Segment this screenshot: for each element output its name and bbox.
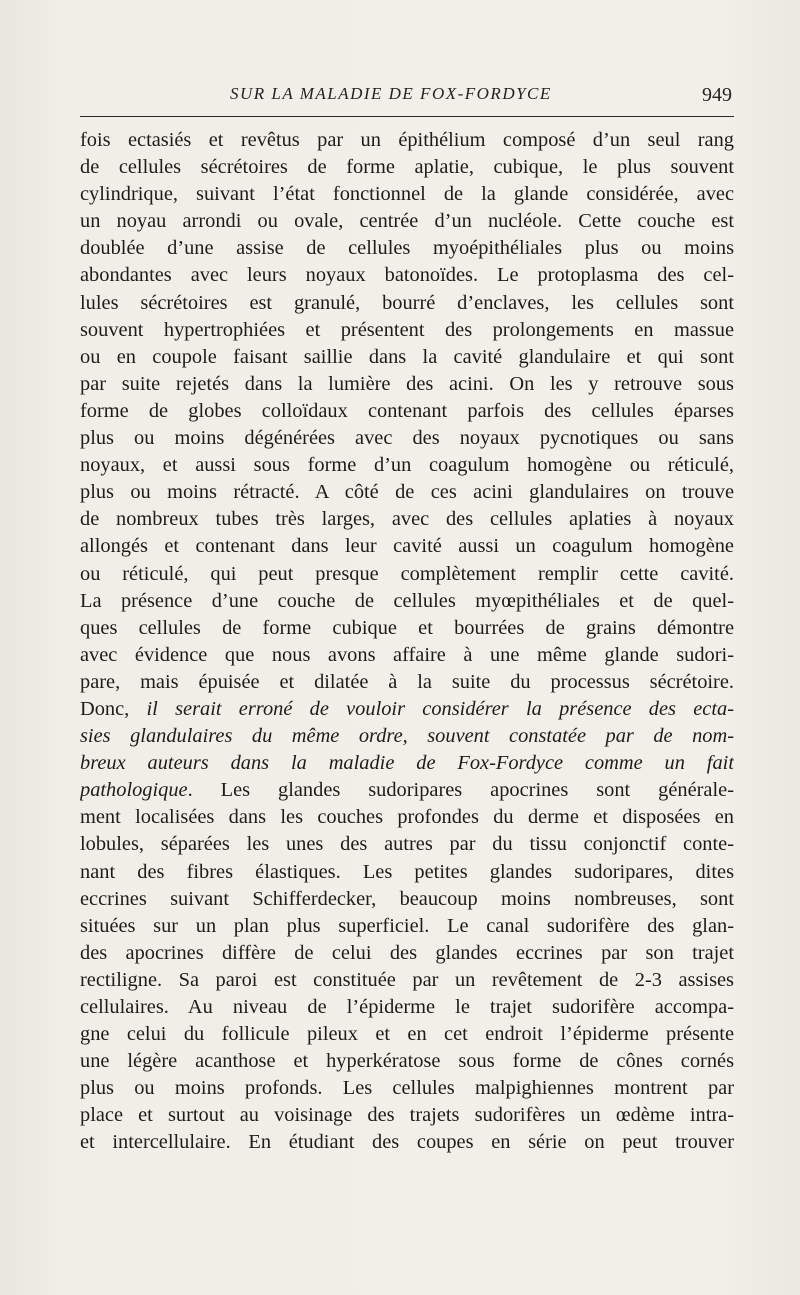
text-line — [80, 804, 734, 831]
text-line-content: des apocrines diffère de celui des glandes eccrines par son trajet — [80, 941, 734, 964]
text-line — [80, 154, 734, 181]
text-line-content: cylindrique, suivant l’état fonctionnel de la glande considérée, avec — [80, 183, 734, 206]
text-line-content: fois ectasiés et revêtus par un épithélium composé d’un seul rang — [80, 129, 734, 151]
text-line — [80, 859, 734, 886]
text-line — [80, 1021, 734, 1048]
text-line-content: et intercellulaire. En étudiant des coupes en série on peut trouver — [80, 1131, 734, 1154]
text-line-content: souvent hypertrophiées et présentent des prolongements en massue — [80, 318, 734, 341]
text-line-content: gne celui du follicule pileux et en cet endroit l’épiderme présente — [80, 1023, 734, 1046]
text-line — [80, 398, 734, 425]
text-line-content: avec évidence que nous avons affaire à une même glande sudori- — [80, 643, 734, 666]
text-line-content: rectiligne. Sa paroi est constituée par un revêtement de 2-3 assises — [80, 968, 734, 991]
text-line — [80, 235, 734, 262]
text-line-content: La présence d’une couche de cellules myœpithéliales et de quel- — [80, 589, 734, 612]
text-line-content: cellulaires. Au niveau de l’épiderme le trajet sudorifère accompa- — [80, 996, 734, 1018]
text-line — [80, 1048, 734, 1075]
text-line-content: ques cellules de forme cubique et bourrées de grains démontre — [80, 616, 734, 639]
text-line — [80, 723, 734, 750]
text-line — [80, 831, 734, 858]
text-line — [80, 750, 734, 777]
text-line-content: lobules, séparées les unes des autres par du tissu conjonctif conte- — [80, 833, 734, 856]
text-line — [80, 1129, 734, 1156]
text-line-content: pare, mais épuisée et dilatée à la suite du processus sécrétoire. — [80, 670, 734, 693]
text-line — [80, 1075, 734, 1102]
page-number: 949 — [702, 84, 732, 106]
text-line — [80, 588, 734, 615]
text-line-content: ou en coupole faisant saillie dans la cavité glandulaire et qui sont — [80, 345, 734, 368]
running-head — [80, 84, 734, 110]
text-line — [80, 344, 734, 371]
text-line-content: doublée d’une assise de cellules myoépithéliales plus ou moins — [80, 237, 734, 260]
text-line — [80, 561, 734, 588]
text-line-content: une légère acanthose et hyperkératose sous forme de cônes cornés — [80, 1050, 734, 1073]
text-line-content: nant des fibres élastiques. Les petites glandes sudoripares, dites — [80, 860, 734, 883]
header-rule — [80, 116, 734, 117]
text-line-content: ou réticulé, qui peut presque complètement remplir cette cavité. — [80, 562, 734, 585]
text-line-content: ment localisées dans les couches profondes du derme et disposées en — [80, 806, 734, 829]
text-line-content: situées sur un plan plus superficiel. Le canal sudorifère des glan- — [80, 914, 734, 937]
text-line — [80, 696, 734, 723]
text-line-content: eccrines suivant Schifferdecker, beaucoup moins nombreuses, sont — [80, 887, 734, 910]
text-line — [80, 452, 734, 479]
text-line — [80, 615, 734, 642]
text-line-italic: breux auteurs dans la maladie de Fox-Fordyce comme un fait — [80, 752, 734, 775]
text-line-content: place et surtout au voisinage des trajets sudorifères un œdème intra- — [80, 1104, 734, 1127]
text-line — [80, 994, 734, 1021]
text-line-content: lules sécrétoires est granulé, bourré d’enclaves, les cellules sont — [80, 291, 734, 314]
text-line-content: plus ou moins profonds. Les cellules malpighiennes montrent par — [80, 1077, 734, 1100]
text-line — [80, 533, 734, 560]
text-line — [80, 967, 734, 994]
text-line-content: allongés et contenant dans leur cavité aussi un coagulum homogène — [80, 535, 734, 558]
text-line-content: abondantes avec leurs noyaux batonoïdes. Le protoplasma des cel- — [80, 264, 734, 287]
text-line — [80, 208, 734, 235]
text-line — [80, 777, 734, 804]
body-text — [80, 127, 734, 1157]
text-line — [80, 913, 734, 940]
text-line — [80, 940, 734, 967]
text-line — [80, 1102, 734, 1129]
text-line-content: de cellules sécrétoires de forme aplatie, cubique, le plus souvent — [80, 156, 734, 179]
text-line — [80, 642, 734, 669]
text-line-italic: il serait erroné de vouloir considérer la présence des ecta- — [146, 697, 734, 720]
running-title: SUR LA MALADIE DE FOX-FORDYCE — [230, 84, 552, 103]
text-line — [80, 506, 734, 533]
text-line-italic: sies glandulaires du même ordre, souvent constatée par de nom- — [80, 725, 734, 748]
text-line-roman: Donc, — [80, 697, 147, 720]
text-line — [80, 317, 734, 344]
text-line-content: un noyau arrondi ou ovale, centrée d’un nucléole. Cette couche est — [80, 210, 734, 233]
text-line — [80, 290, 734, 317]
text-line — [80, 127, 734, 154]
text-line-content: plus ou moins dégénérées avec des noyaux pycnotiques ou sans — [80, 427, 734, 450]
text-line-content: plus ou moins rétracté. A côté de ces acini glandulaires on trouve — [80, 481, 734, 504]
text-line — [80, 371, 734, 398]
text-line — [80, 479, 734, 506]
text-line-content: noyaux, et aussi sous forme d’un coagulum homogène ou réticulé, — [80, 454, 734, 477]
text-line-roman: . Les glandes sudoripares apocrines sont générale- — [187, 779, 734, 802]
text-line-content: forme de globes colloïdaux contenant parfois des cellules éparses — [80, 399, 734, 422]
text-line — [80, 886, 734, 913]
text-line — [80, 262, 734, 289]
text-line-italic: pathologique — [80, 779, 188, 802]
text-line-content: par suite rejetés dans la lumière des acini. On les y retrouve sous — [80, 372, 734, 395]
text-line — [80, 181, 734, 208]
text-line-content: de nombreux tubes très larges, avec des cellules aplaties à noyaux — [80, 508, 734, 531]
text-line — [80, 425, 734, 452]
text-line — [80, 669, 734, 696]
